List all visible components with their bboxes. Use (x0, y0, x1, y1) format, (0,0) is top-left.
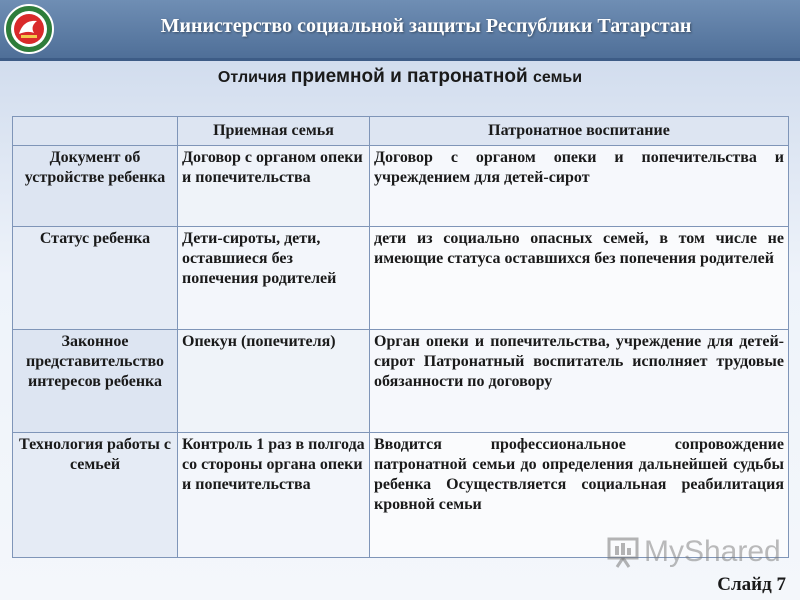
subtitle-part-3: семьи (532, 69, 583, 86)
subtitle-part-2: приемной и патронатной (290, 66, 533, 87)
patronage-cell: Орган опеки и попечительства, учреждение для детей-сирот Патронатный воспитатель исполняет трудовые обязанности по договору (370, 330, 789, 433)
myshared-watermark (606, 533, 781, 571)
patronage-cell: дети из социально опасных семей, в том числе не имеющие статуса оставшихся без попечения родителей (370, 227, 789, 330)
presentation-board-icon (606, 535, 640, 569)
table-header-row (13, 117, 789, 146)
header-cell-empty (13, 117, 178, 146)
row-label: Документ об устройстве ребенка (13, 146, 178, 227)
row-label: Статус ребенка (13, 227, 178, 330)
table-row (13, 330, 789, 433)
header-bar (0, 0, 800, 61)
foster-cell: Контроль 1 раз в полгода со стороны органа опеки и попечительства (178, 433, 370, 558)
table-row (13, 227, 789, 330)
foster-cell: Дети-сироты, дети, оставшиеся без попечения родителей (178, 227, 370, 330)
patronage-cell: Вводится профессиональное сопровождение патронатной семьи до определения дальнейшей судьбы ребенка Осуществляется социальная реабилитация кровной семьи (370, 433, 789, 558)
subtitle-part-1: Отличия (217, 69, 291, 86)
comparison-table (12, 116, 789, 558)
tatarstan-emblem-icon (4, 4, 54, 54)
foster-cell: Опекун (попечителя) (178, 330, 370, 433)
slide-number: Слайд 7 (717, 574, 786, 595)
row-label: Технология работы с семьей (13, 433, 178, 558)
header-cell-patronage: Патронатное воспитание (370, 117, 789, 146)
watermark-text: MyShared (644, 535, 781, 568)
header-title: Министерство социальной защиты Республики Татарстан (160, 15, 692, 37)
slide-subtitle (0, 66, 800, 88)
header-cell-foster-family: Приемная семья (178, 117, 370, 146)
table-row (13, 146, 789, 227)
patronage-cell: Договор с органом опеки и попечительства и учреждением для детей-сирот (370, 146, 789, 227)
row-label: Законное представительство интересов ребенка (13, 330, 178, 433)
foster-cell: Договор с органом опеки и попечительства (178, 146, 370, 227)
